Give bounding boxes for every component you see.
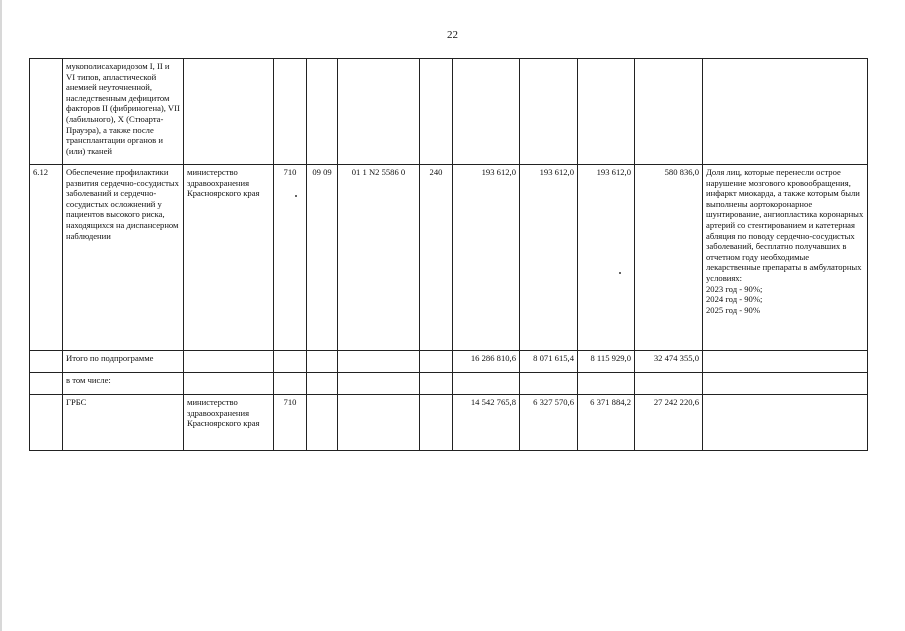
cell-result [703, 59, 868, 165]
cell-2023 [453, 373, 520, 395]
cell-2023 [453, 59, 520, 165]
table-row-subtotal [30, 351, 868, 373]
cell-code: 710 [274, 165, 307, 351]
cell-code: 710 [274, 395, 307, 451]
cell-id [30, 59, 63, 165]
cell-target [338, 59, 420, 165]
cell-name: в том числе: [63, 373, 184, 395]
cell-result [703, 351, 868, 373]
cell-code [274, 59, 307, 165]
cell-id: 6.12 [30, 165, 63, 351]
cell-vr [420, 351, 453, 373]
cell-gr [184, 59, 274, 165]
cell-2025: 6 371 884,2 [578, 395, 635, 451]
cell-vr [420, 373, 453, 395]
cell-id [30, 395, 63, 451]
cell-gr [184, 351, 274, 373]
cell-2024: 8 071 615,4 [520, 351, 578, 373]
cell-vr [420, 395, 453, 451]
cell-total: 32 474 355,0 [635, 351, 703, 373]
cell-total [635, 59, 703, 165]
page-number: 22 [447, 29, 458, 41]
cell-section [307, 395, 338, 451]
cell-2025 [578, 373, 635, 395]
scan-edge [0, 0, 2, 631]
cell-target [338, 395, 420, 451]
cell-gr [184, 373, 274, 395]
cell-2024 [520, 373, 578, 395]
cell-name: мукополисахаридозом I, II и VI типов, апластической анемией неуточненной, наследственным дефицитом факторов II (фибриногена), VII (лабильного), X (Стюарта-Прауэра), а также после трансплантации органов и (или) тканей [63, 59, 184, 165]
cell-2025: 8 115 929,0 [578, 351, 635, 373]
cell-id [30, 351, 63, 373]
cell-code [274, 351, 307, 373]
cell-2023: 16 286 810,6 [453, 351, 520, 373]
cell-section [307, 59, 338, 165]
cell-result [703, 373, 868, 395]
table-row-continuation [30, 59, 868, 165]
cell-2025: 193 612,0 [578, 165, 635, 351]
cell-vr [420, 59, 453, 165]
cell-name: Итого по подпрограмме [63, 351, 184, 373]
cell-result [703, 395, 868, 451]
cell-total [635, 373, 703, 395]
cell-section [307, 373, 338, 395]
cell-gr: министерство здравоохранения Красноярского края [184, 395, 274, 451]
cell-section: 09 09 [307, 165, 338, 351]
cell-result: Доля лиц, которые перенесли острое нарушение мозгового кровообращения, инфаркт миокарда, а также которым были выполнены аортокоронарное шунтирование, ангиопластика коронарных артерий со стентированием и катетерная абляция по поводу сердечно-сосудистых заболеваний, бесплатно получавших в отчетном году необходимые лекарственные препараты в амбулаторных условиях: 2023 год - 90%; 2024 год - 90%; 2025 год - 90% [703, 165, 868, 351]
table-row-6-12 [30, 165, 868, 351]
cell-total: 580 836,0 [635, 165, 703, 351]
cell-code [274, 373, 307, 395]
cell-2024 [520, 59, 578, 165]
cell-target [338, 373, 420, 395]
cell-2023: 193 612,0 [453, 165, 520, 351]
cell-target [338, 351, 420, 373]
cell-gr: министерство здравоохранения Красноярского края [184, 165, 274, 351]
cell-2025 [578, 59, 635, 165]
cell-2023: 14 542 765,8 [453, 395, 520, 451]
program-table [29, 58, 868, 451]
cell-2024: 6 327 570,6 [520, 395, 578, 451]
cell-id [30, 373, 63, 395]
table-row-including [30, 373, 868, 395]
cell-name: Обеспечение профилактики развития сердечно-сосудистых заболеваний и сердечно-сосудистых осложнений у пациентов высокого риска, находящихся на диспансерном наблюдении [63, 165, 184, 351]
cell-vr: 240 [420, 165, 453, 351]
cell-target: 01 1 N2 5586 0 [338, 165, 420, 351]
cell-2024: 193 612,0 [520, 165, 578, 351]
scan-speck [619, 272, 621, 274]
cell-name: ГРБС [63, 395, 184, 451]
scan-speck [295, 195, 297, 197]
cell-section [307, 351, 338, 373]
table-row-grbs [30, 395, 868, 451]
cell-total: 27 242 220,6 [635, 395, 703, 451]
